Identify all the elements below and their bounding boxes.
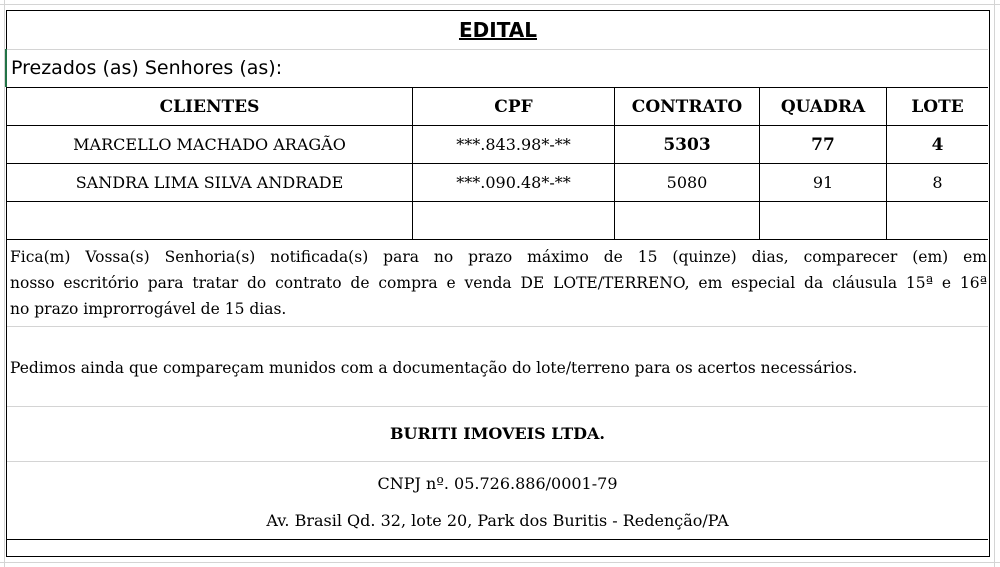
cell-cliente[interactable]: MARCELLO MACHADO ARAGÃO <box>73 135 346 154</box>
table-bottom-border <box>7 239 988 240</box>
company-name[interactable]: BURITI IMOVEIS LTDA. <box>390 424 605 443</box>
header-quadra[interactable]: QUADRA <box>780 96 866 117</box>
company-cnpj[interactable]: CNPJ nº. 05.726.886/0001-79 <box>377 474 618 493</box>
edital-document <box>6 10 990 557</box>
document-title: EDITAL <box>458 18 538 42</box>
column-divider <box>412 88 413 239</box>
gridline <box>0 562 1000 563</box>
notice-line: Fica(m) Vossa(s) Senhoria(s) notificada(s) para no prazo máximo de 15 (quinze) dias, comparecer (em) em <box>10 248 987 266</box>
table-row-empty[interactable] <box>7 202 988 239</box>
notice-paragraph[interactable] <box>10 244 987 322</box>
cell-cliente[interactable]: SANDRA LIMA SILVA ANDRADE <box>75 173 344 192</box>
cell-cpf[interactable]: ***.090.48*-** <box>456 173 571 192</box>
cell-contrato[interactable]: 5303 <box>663 134 711 155</box>
request-paragraph[interactable]: Pedimos ainda que compareçam munidos com a documentação do lote/terreno para os acertos necessários. <box>10 359 858 377</box>
header-cpf[interactable]: CPF <box>494 96 533 117</box>
header-clientes[interactable]: CLIENTES <box>159 96 260 117</box>
cell-cpf[interactable]: ***.843.98*-** <box>456 135 571 154</box>
column-divider <box>759 88 760 239</box>
row-divider <box>7 406 988 407</box>
column-divider <box>614 88 615 239</box>
notice-line: no prazo improrrogável de 15 dias. <box>10 300 287 318</box>
notice-line: nosso escritório para tratar do contrato de compra e venda DE LOTE/TERRENO, em especial da cláusula 15ª e 16ª <box>10 274 987 292</box>
row-divider <box>7 326 988 327</box>
cell-quadra[interactable]: 91 <box>812 173 834 192</box>
gridline <box>0 4 1000 5</box>
greeting-cell[interactable]: Prezados (as) Senhores (as): <box>11 57 283 79</box>
document-bottom-rule <box>7 539 988 540</box>
company-address[interactable]: Av. Brasil Qd. 32, lote 20, Park dos Buritis - Redenção/PA <box>266 511 729 530</box>
cell-lote[interactable]: 4 <box>931 134 944 155</box>
header-contrato[interactable]: CONTRATO <box>631 96 743 117</box>
header-lote[interactable]: LOTE <box>911 96 964 117</box>
cell-quadra[interactable]: 77 <box>811 134 835 155</box>
row-divider <box>7 461 988 462</box>
column-divider <box>886 88 887 239</box>
cell-lote[interactable]: 8 <box>932 173 943 192</box>
cell-contrato[interactable]: 5080 <box>666 173 708 192</box>
gridline <box>994 0 995 567</box>
